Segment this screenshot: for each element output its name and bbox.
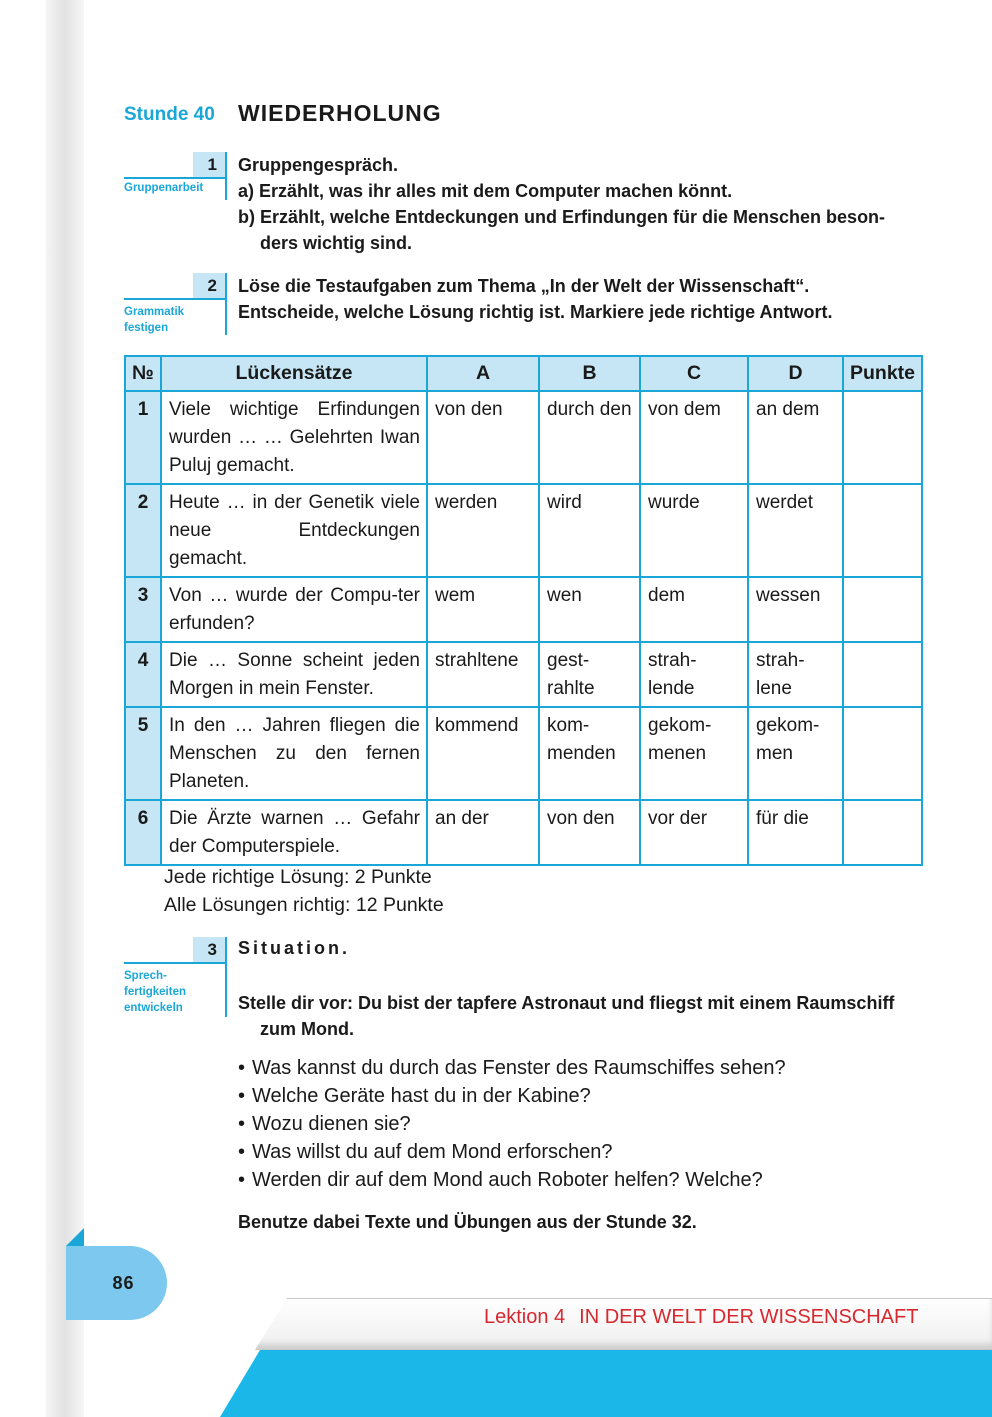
table-row <box>125 707 922 800</box>
task-1-marker <box>124 152 227 200</box>
table-row <box>125 391 922 484</box>
option-a[interactable]: an der <box>427 800 539 865</box>
header-sentence: Lückensätze <box>161 356 427 391</box>
option-d[interactable]: an dem <box>748 391 843 484</box>
table-row <box>125 577 922 642</box>
row-number: 3 <box>125 577 161 642</box>
task-2-category-line: festigen <box>124 322 169 334</box>
task-2-category <box>124 304 222 336</box>
row-number: 4 <box>125 642 161 707</box>
task-3-vrule <box>225 937 227 1017</box>
task-1-category <box>124 180 222 196</box>
task-2-line-2: Entscheide, welche Lösung richtig ist. Markiere jede richtige Antwort. <box>238 302 833 322</box>
option-a[interactable]: von den <box>427 391 539 484</box>
task-1-vrule <box>225 152 227 200</box>
row-sentence: Heute … in der Genetik viele neue Entdeckungen gemacht. <box>161 484 427 577</box>
closing-instruction: Benutze dabei Texte und Übungen aus der Stunde 32. <box>238 1212 697 1232</box>
task-2-vrule <box>225 273 227 335</box>
task-3-category <box>124 968 222 1016</box>
task-2-category-line: Grammatik <box>124 306 185 318</box>
task-1-category-line: Gruppenarbeit <box>124 182 204 194</box>
points-cell[interactable] <box>843 800 922 865</box>
option-d[interactable]: wessen <box>748 577 843 642</box>
task-1-item-b: b) Erzählt, welche Entdeckungen und Erfindungen für die Menschen beson- <box>238 207 886 227</box>
question-item: • Was kannst du durch das Fenster des Raumschiffes sehen? <box>238 1054 786 1082</box>
test-table <box>124 355 923 866</box>
question-list <box>238 1054 786 1194</box>
situation-title: Situation. <box>238 938 350 958</box>
question-item: • Wozu dienen sie? <box>238 1110 786 1138</box>
option-b[interactable]: wen <box>539 577 640 642</box>
page-number: 86 <box>112 1273 135 1293</box>
option-b[interactable]: durch den <box>539 391 640 484</box>
footer-text <box>484 1306 918 1329</box>
header-points: Punkte <box>843 356 922 391</box>
row-sentence: Von … wurde der Compu-ter erfunden? <box>161 577 427 642</box>
task-2-number: 2 <box>193 273 227 298</box>
task-2-marker <box>124 273 227 335</box>
footer-lesson: Lektion 4 <box>484 1306 566 1328</box>
option-b[interactable]: kom-menden <box>539 707 640 800</box>
lesson-title: WIEDERHOLUNG <box>238 100 442 126</box>
page-tab-notch <box>66 1228 84 1246</box>
footer-band <box>220 1350 992 1417</box>
row-number: 6 <box>125 800 161 865</box>
question-item: • Was willst du auf dem Mond erforschen? <box>238 1138 786 1166</box>
points-cell[interactable] <box>843 484 922 577</box>
task-3-number: 3 <box>193 937 227 962</box>
task-3-category-line: fertigkeiten <box>124 986 186 998</box>
option-c[interactable]: von dem <box>640 391 748 484</box>
points-cell[interactable] <box>843 577 922 642</box>
option-d[interactable]: für die <box>748 800 843 865</box>
option-b[interactable]: gest-rahlte <box>539 642 640 707</box>
option-a[interactable]: kommend <box>427 707 539 800</box>
header-option-c: C <box>640 356 748 391</box>
option-d[interactable]: strah-lene <box>748 642 843 707</box>
question-item: • Werden dir auf dem Mond auch Roboter helfen? Welche? <box>238 1166 786 1194</box>
option-c[interactable]: vor der <box>640 800 748 865</box>
row-sentence: In den … Jahren fliegen die Menschen zu den fernen Planeten. <box>161 707 427 800</box>
option-a[interactable]: strahltene <box>427 642 539 707</box>
task-1-item-b-cont: ders wichtig sind. <box>260 233 413 253</box>
points-cell[interactable] <box>843 391 922 484</box>
task-3-category-line: entwickeln <box>124 1002 183 1014</box>
option-d[interactable]: gekom-men <box>748 707 843 800</box>
task-3-rule <box>124 962 227 964</box>
option-a[interactable]: werden <box>427 484 539 577</box>
table-header-row <box>125 356 922 391</box>
row-number: 2 <box>125 484 161 577</box>
table-row <box>125 642 922 707</box>
option-b[interactable]: wird <box>539 484 640 577</box>
header-option-b: B <box>539 356 640 391</box>
situation-intro-cont: zum Mond. <box>260 1019 354 1039</box>
option-c[interactable]: gekom-menen <box>640 707 748 800</box>
scoring-note-2: Alle Lösungen richtig: 12 Punkte <box>164 894 444 916</box>
table-row <box>125 800 922 865</box>
row-number: 5 <box>125 707 161 800</box>
header-option-d: D <box>748 356 843 391</box>
option-c[interactable]: wurde <box>640 484 748 577</box>
points-cell[interactable] <box>843 642 922 707</box>
scoring-note-1: Jede richtige Lösung: 2 Punkte <box>164 866 432 888</box>
points-cell[interactable] <box>843 707 922 800</box>
task-1-heading: Gruppengespräch. <box>238 155 399 175</box>
task-1-item-a: a) Erzählt, was ihr alles mit dem Computer machen könnt. <box>238 181 733 201</box>
header-number: № <box>125 356 161 391</box>
book-spine-shadow <box>46 0 84 1417</box>
option-a[interactable]: wem <box>427 577 539 642</box>
footer-title: IN DER WELT DER WISSENSCHAFT <box>579 1306 919 1328</box>
task-1-number: 1 <box>193 152 227 177</box>
option-b[interactable]: von den <box>539 800 640 865</box>
header-option-a: A <box>427 356 539 391</box>
task-1-rule <box>124 177 227 179</box>
task-3-marker <box>124 937 227 1017</box>
row-sentence: Die … Sonne scheint jeden Morgen in mein Fenster. <box>161 642 427 707</box>
task-3-category-line: Sprech- <box>124 970 167 982</box>
task-2-rule <box>124 298 227 300</box>
question-item: • Welche Geräte hast du in der Kabine? <box>238 1082 786 1110</box>
row-sentence: Viele wichtige Erfindungen wurden … … Gelehrten Iwan Puluj gemacht. <box>161 391 427 484</box>
lesson-label: Stunde 40 <box>124 104 215 125</box>
table-row <box>125 484 922 577</box>
option-c[interactable]: dem <box>640 577 748 642</box>
option-d[interactable]: werdet <box>748 484 843 577</box>
task-2-line-1: Löse die Testaufgaben zum Thema „In der Welt der Wissenschaft“. <box>238 276 810 296</box>
option-c[interactable]: strah-lende <box>640 642 748 707</box>
row-sentence: Die Ärzte warnen … Gefahr der Computerspiele. <box>161 800 427 865</box>
row-number: 1 <box>125 391 161 484</box>
situation-intro: Stelle dir vor: Du bist der tapfere Astronaut und fliegst mit einem Raumschiff <box>238 993 895 1013</box>
